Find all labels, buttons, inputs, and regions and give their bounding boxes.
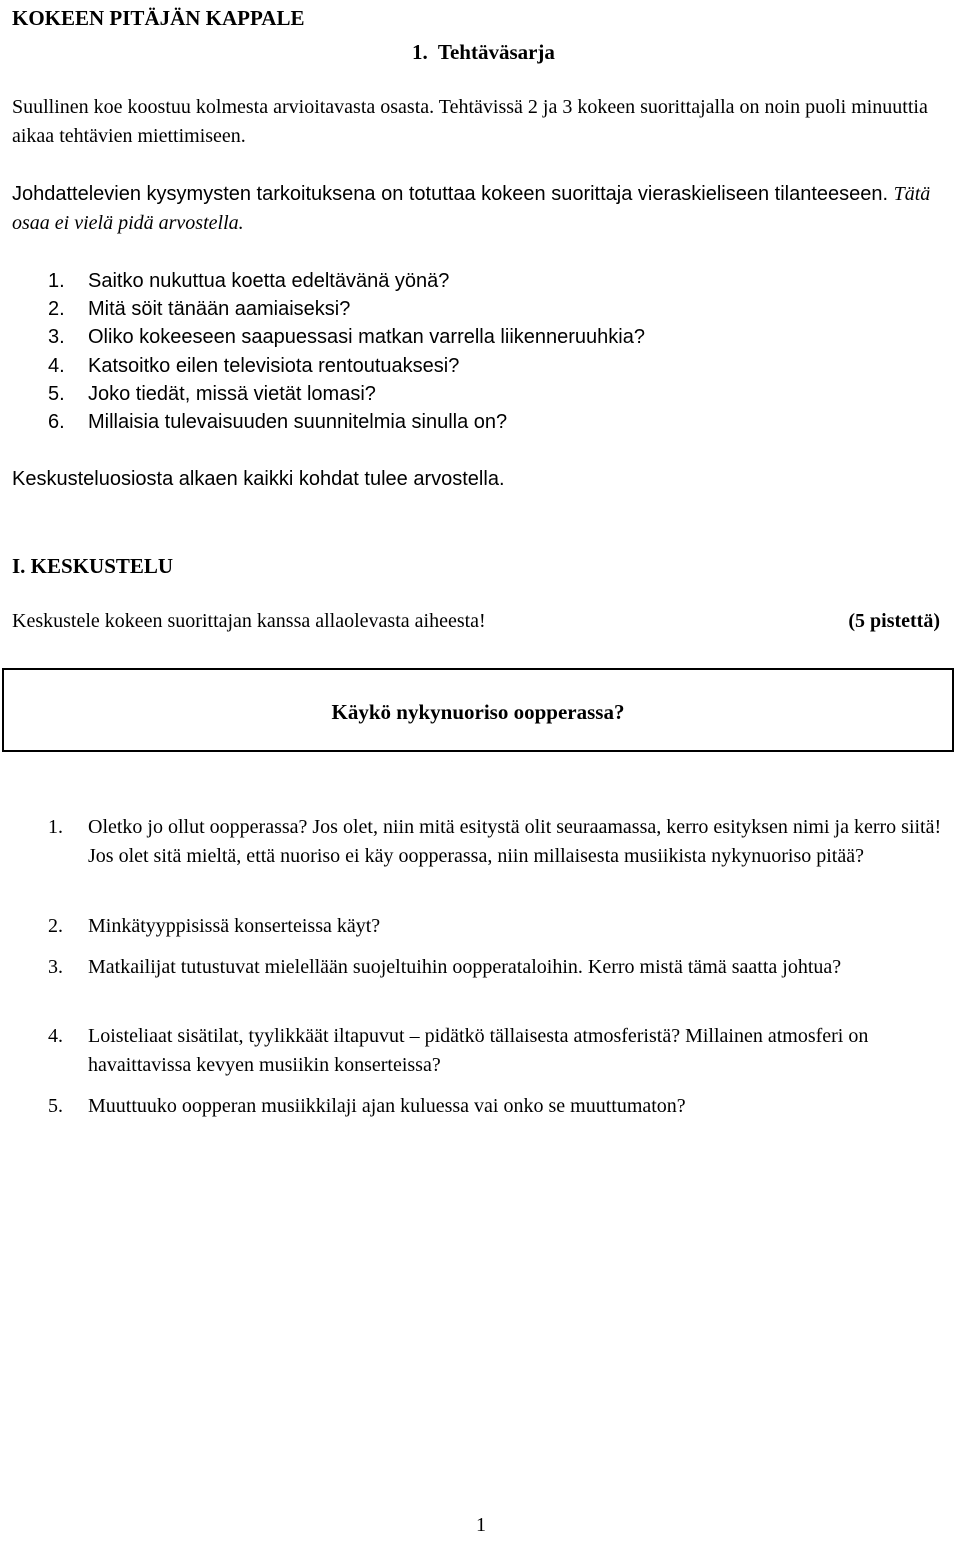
- discussion-question-text: Muuttuuko oopperan musiikkilaji ajan kuluessa vai onko se muuttumaton?: [88, 1095, 686, 1117]
- warmup-intro-text: Johdattelevien kysymysten tarkoituksena on totuttaa kokeen suorittaja vieraskieliseen tilanteeseen.: [12, 183, 894, 205]
- discussion-question: [48, 912, 948, 941]
- discussion-question-number: 4.: [48, 1025, 63, 1047]
- warmup-question-text: Saitko nukuttua koetta edeltävänä yönä?: [88, 270, 450, 292]
- discussion-question: [48, 813, 948, 871]
- discussion-question-text: Matkailijat tutustuvat mielellään suojeltuihin oopperataloihin. Kerro mistä tämä saatta johtua?: [88, 956, 842, 978]
- warmup-question-number: 3.: [48, 326, 65, 348]
- discussion-question-number: 3.: [48, 956, 63, 978]
- document-title: KOKEEN PITÄJÄN KAPPALE: [12, 6, 305, 30]
- grading-note: Keskusteluosiosta alkaen kaikki kohdat tulee arvostella.: [12, 468, 505, 490]
- discussion-question: [48, 953, 948, 982]
- task-set-title: 1. Tehtäväsarja: [412, 40, 555, 64]
- discussion-question-number: 1.: [48, 816, 63, 838]
- intro-paragraph: Suullinen koe koostuu kolmesta arvioitavasta osasta. Tehtävissä 2 ja 3 kokeen suorittajalla on noin puoli minuuttia aikaa tehtävien miettimiseen.: [12, 96, 928, 147]
- discussion-question: [48, 1092, 948, 1121]
- topic-box: [2, 668, 954, 752]
- topic-title: Käykö nykynuoriso oopperassa?: [331, 700, 625, 724]
- page-number: 1: [476, 1514, 486, 1536]
- warmup-question-text: Oliko kokeeseen saapuessasi matkan varrella liikenneruuhkia?: [88, 326, 645, 348]
- discussion-question: [48, 1022, 948, 1080]
- warmup-question-text: Katsoitko eilen televisiota rentoutuaksesi?: [88, 355, 460, 377]
- warmup-question-number: 2.: [48, 298, 65, 320]
- warmup-question-number: 5.: [48, 383, 65, 405]
- warmup-question-text: Mitä söit tänään aamiaiseksi?: [88, 298, 351, 320]
- discussion-question-number: 2.: [48, 915, 63, 937]
- discussion-question-number: 5.: [48, 1095, 63, 1117]
- section-instruction: Keskustele kokeen suorittajan kanssa allaolevasta aiheesta!: [12, 610, 486, 632]
- discussion-question-text: Oletko jo ollut oopperassa? Jos olet, niin mitä esitystä olit seuraamassa, kerro esityksen nimi ja kerro siitä! Jos olet sitä mieltä, että nuoriso ei käy oopperassa, niin millaisesta musiikista nykynuoriso pitää?: [88, 816, 942, 867]
- discussion-question-text: Loisteliaat sisätilat, tyylikkäät iltapuvut – pidätkö tällaisesta atmosferistä? Millainen atmosferi on havaittavissa kevyen musiikin konserteissa?: [88, 1025, 869, 1076]
- discussion-question-text: Minkätyyppisissä konserteissa käyt?: [88, 915, 381, 937]
- warmup-question-number: 6.: [48, 411, 65, 433]
- warmup-intro-italic-note: Tätä osaa ei vielä pidä arvostella.: [12, 183, 931, 234]
- warmup-question-number: 1.: [48, 270, 65, 292]
- section-heading: I. KESKUSTELU: [12, 554, 174, 578]
- warmup-question-text: Millaisia tulevaisuuden suunnitelmia sinulla on?: [88, 411, 508, 433]
- warmup-question-text: Joko tiedät, missä vietät lomasi?: [88, 383, 376, 405]
- warmup-question-number: 4.: [48, 355, 65, 377]
- points-label: (5 pistettä): [848, 610, 940, 632]
- warmup-intro-paragraph: [12, 180, 952, 238]
